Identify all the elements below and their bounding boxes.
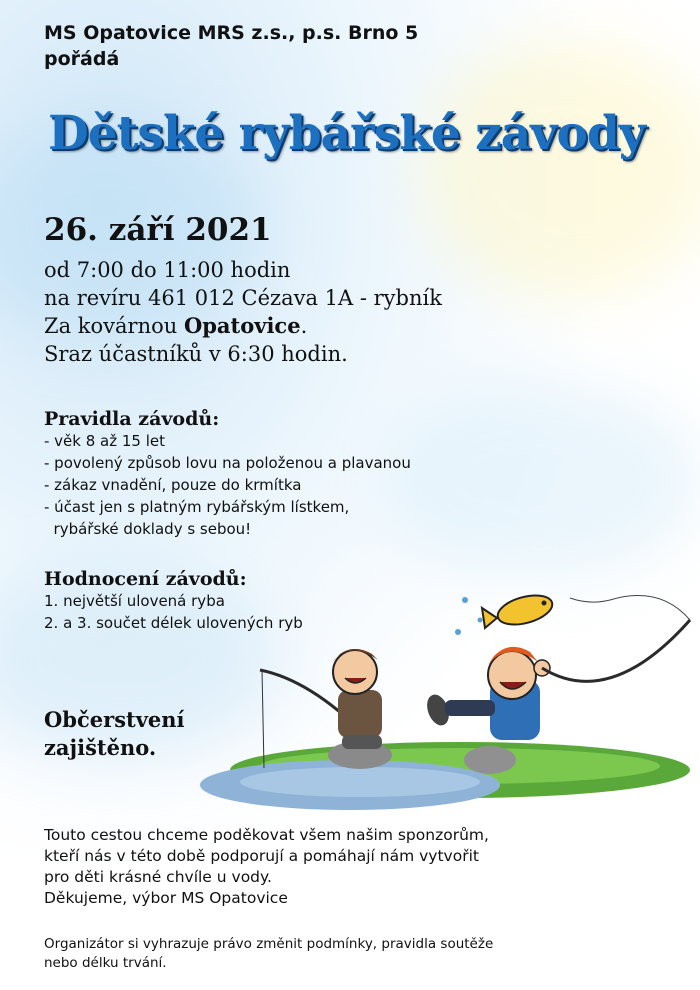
poster-title: Dětské rybářské závody [48, 106, 646, 161]
event-location: na revíru 461 012 Cézava 1A - rybník [44, 286, 442, 310]
event-time: od 7:00 do 11:00 hodin [44, 258, 291, 282]
event-place [44, 312, 442, 340]
disclaimer-line: nebo délku trvání. [44, 955, 167, 971]
thanks-line: pro děti krásné chvíle u vody. [44, 868, 272, 886]
boy-left [332, 649, 382, 749]
thanks-paragraph [44, 825, 684, 909]
refreshments-note [44, 706, 185, 762]
event-place-prefix: Za kovárnou [44, 314, 184, 338]
thanks-signature: Děkujeme, výbor MS Opatovice [44, 889, 288, 907]
list-item: - povolený způsob lovu na položenou a plavanou [44, 454, 411, 472]
refreshments-line: Občerstvení [44, 707, 185, 732]
fishing-kids-illustration [190, 570, 700, 810]
list-item: - věk 8 až 15 let [44, 432, 166, 450]
disclaimer-note [44, 935, 684, 973]
rules-heading: Pravidla závodů: [44, 408, 220, 430]
list-item: - zákaz vnadění, pouze do krmítka [44, 476, 302, 494]
organizer-line: MS Opatovice MRS z.s., p.s. Brno 5 [44, 22, 419, 44]
thanks-line: kteří nás v této době podporují a pomáhají nám vytvořit [44, 847, 479, 865]
organizer-presents: pořádá [44, 48, 120, 70]
event-date: 26. září 2021 [44, 212, 272, 248]
boy-right [423, 647, 550, 740]
rules-list [44, 430, 411, 540]
organizer-header [44, 20, 418, 72]
fish-icon [482, 590, 555, 630]
background-glow [420, 40, 700, 300]
refreshments-line: zajištěno. [44, 735, 157, 760]
event-place-suffix: . [300, 314, 308, 338]
event-meeting: Sraz účastníků v 6:30 hodin. [44, 342, 348, 366]
rules-section [44, 408, 411, 540]
list-item: - účast jen s platným rybářským lístkem, [44, 498, 350, 516]
thanks-line: Touto cestou chceme poděkovat všem našim sponzorům, [44, 826, 489, 844]
list-item: 2. a 3. součet délek ulovených ryb [44, 614, 303, 632]
list-item: rybářské doklady s sebou! [44, 520, 252, 538]
list-item: 1. největší ulovená ryba [44, 592, 225, 610]
event-info [44, 256, 442, 368]
disclaimer-line: Organizátor si vyhrazuje právo změnit podmínky, pravidla soutěže [44, 936, 494, 952]
background-glow [380, 380, 700, 580]
evaluation-heading: Hodnocení závodů: [44, 568, 247, 590]
event-place-town: Opatovice [183, 313, 301, 338]
